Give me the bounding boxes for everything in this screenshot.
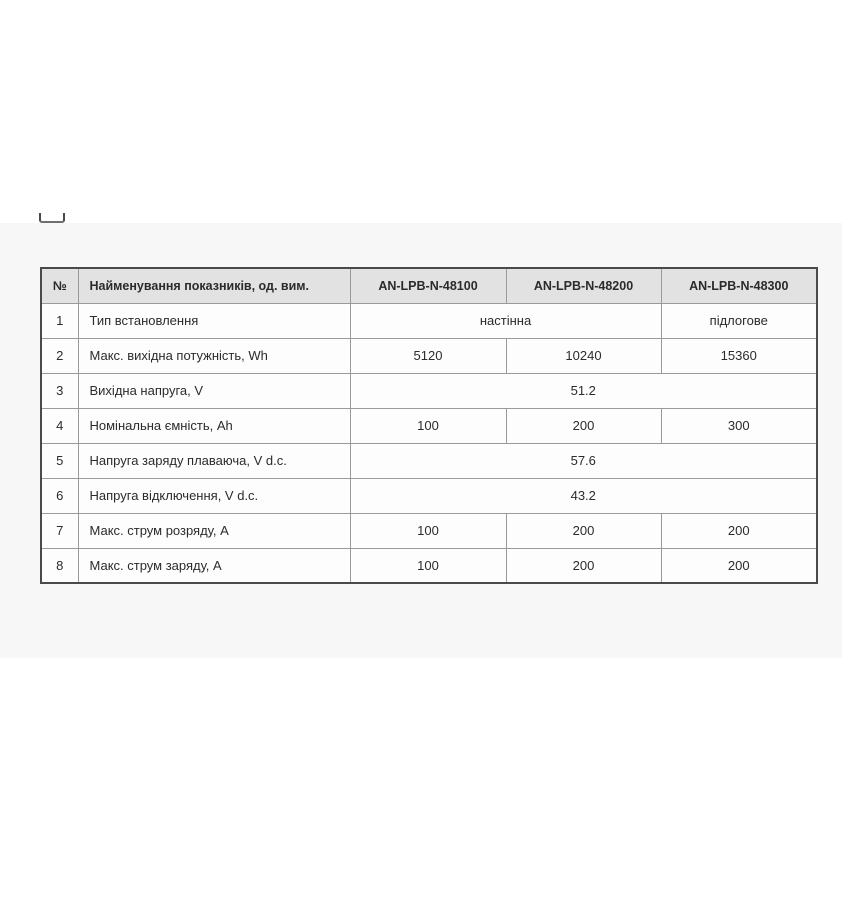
value-cell: 200 xyxy=(506,408,661,443)
row-number-cell: 4 xyxy=(41,408,78,443)
row-number-cell: 3 xyxy=(41,373,78,408)
value-cell: 43.2 xyxy=(350,478,817,513)
value-cell: 200 xyxy=(661,548,817,583)
value-cell: 100 xyxy=(350,548,506,583)
table-row xyxy=(41,513,817,548)
parameter-name-cell: Напруга відключення, V d.c. xyxy=(78,478,350,513)
content-panel xyxy=(0,223,842,658)
value-cell: 5120 xyxy=(350,338,506,373)
value-cell: 15360 xyxy=(661,338,817,373)
table-row xyxy=(41,373,817,408)
value-cell: підлогове xyxy=(661,303,817,338)
row-number-cell: 6 xyxy=(41,478,78,513)
parameter-name-cell: Макс. вихідна потужність, Wh xyxy=(78,338,350,373)
parameter-name-cell: Макс. струм заряду, А xyxy=(78,548,350,583)
col-header-model-48200: AN-LPB-N-48200 xyxy=(506,268,661,303)
row-number-cell: 1 xyxy=(41,303,78,338)
table-row xyxy=(41,303,817,338)
table-header-row xyxy=(41,268,817,303)
value-cell: 200 xyxy=(506,513,661,548)
row-number-cell: 2 xyxy=(41,338,78,373)
parameter-name-cell: Напруга заряду плаваюча, V d.c. xyxy=(78,443,350,478)
col-header-number: № xyxy=(41,268,78,303)
parameter-name-cell: Тип встановлення xyxy=(78,303,350,338)
table-row xyxy=(41,338,817,373)
row-number-cell: 8 xyxy=(41,548,78,583)
table-row xyxy=(41,548,817,583)
value-cell: 200 xyxy=(661,513,817,548)
value-cell: 100 xyxy=(350,513,506,548)
clipped-element-bottom-edge xyxy=(39,213,65,223)
row-number-cell: 5 xyxy=(41,443,78,478)
value-cell: 100 xyxy=(350,408,506,443)
col-header-name: Найменування показників, од. вим. xyxy=(78,268,350,303)
col-header-model-48100: AN-LPB-N-48100 xyxy=(350,268,506,303)
parameter-name-cell: Номінальна ємність, Ah xyxy=(78,408,350,443)
value-cell: настінна xyxy=(350,303,661,338)
spec-table xyxy=(40,267,818,584)
value-cell: 51.2 xyxy=(350,373,817,408)
row-number-cell: 7 xyxy=(41,513,78,548)
spec-table-body xyxy=(41,303,817,583)
value-cell: 57.6 xyxy=(350,443,817,478)
value-cell: 10240 xyxy=(506,338,661,373)
table-row xyxy=(41,478,817,513)
col-header-model-48300: AN-LPB-N-48300 xyxy=(661,268,817,303)
table-row xyxy=(41,443,817,478)
parameter-name-cell: Вихідна напруга, V xyxy=(78,373,350,408)
value-cell: 300 xyxy=(661,408,817,443)
value-cell: 200 xyxy=(506,548,661,583)
parameter-name-cell: Макс. струм розряду, А xyxy=(78,513,350,548)
table-row xyxy=(41,408,817,443)
